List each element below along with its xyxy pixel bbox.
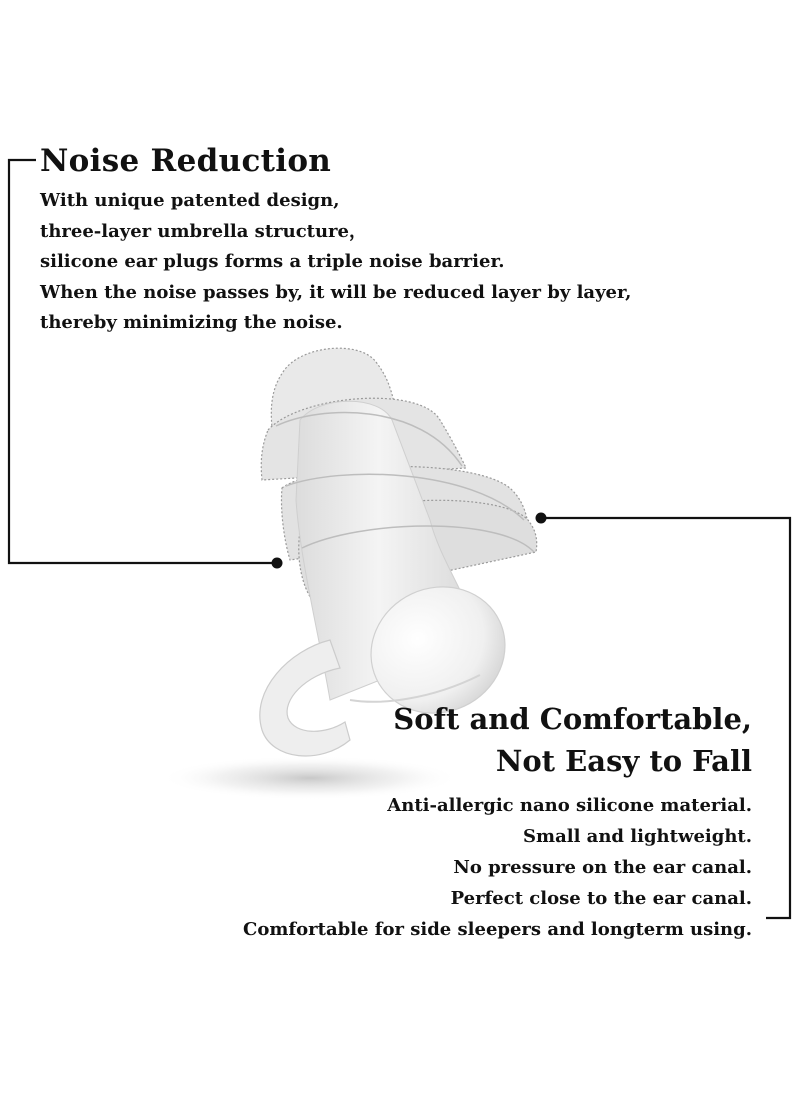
comfort-line: No pressure on the ear canal.: [453, 857, 752, 878]
noise-line: thereby minimizing the noise.: [40, 312, 343, 333]
comfort-title-line1: Soft and Comfortable,: [393, 702, 752, 736]
noise-reduction-description: [40, 186, 780, 339]
comfort-callout-dot: [536, 513, 547, 524]
comfort-line: Perfect close to the ear canal.: [450, 888, 752, 909]
noise-line: three-layer umbrella structure，: [40, 220, 367, 242]
comfort-description: [52, 790, 752, 945]
noise-line: With unique patented design,: [40, 190, 340, 211]
comfort-title: [52, 698, 752, 782]
noise-callout-dot: [272, 558, 283, 569]
noise-reduction-section: [40, 140, 780, 339]
noise-line: silicone ear plugs forms a triple noise barrier.: [40, 251, 505, 272]
comfort-section: [52, 698, 752, 945]
comfort-line: Small and lightweight.: [523, 826, 752, 847]
comfort-line: Anti-allergic nano silicone material.: [387, 795, 752, 816]
comfort-line: Comfortable for side sleepers and longterm using.: [243, 919, 752, 940]
comfort-title-line2: Not Easy to Fall: [495, 744, 752, 778]
noise-line: When the noise passes by, it will be reduced layer by layer,: [40, 281, 632, 303]
noise-reduction-title: Noise Reduction: [40, 143, 332, 179]
